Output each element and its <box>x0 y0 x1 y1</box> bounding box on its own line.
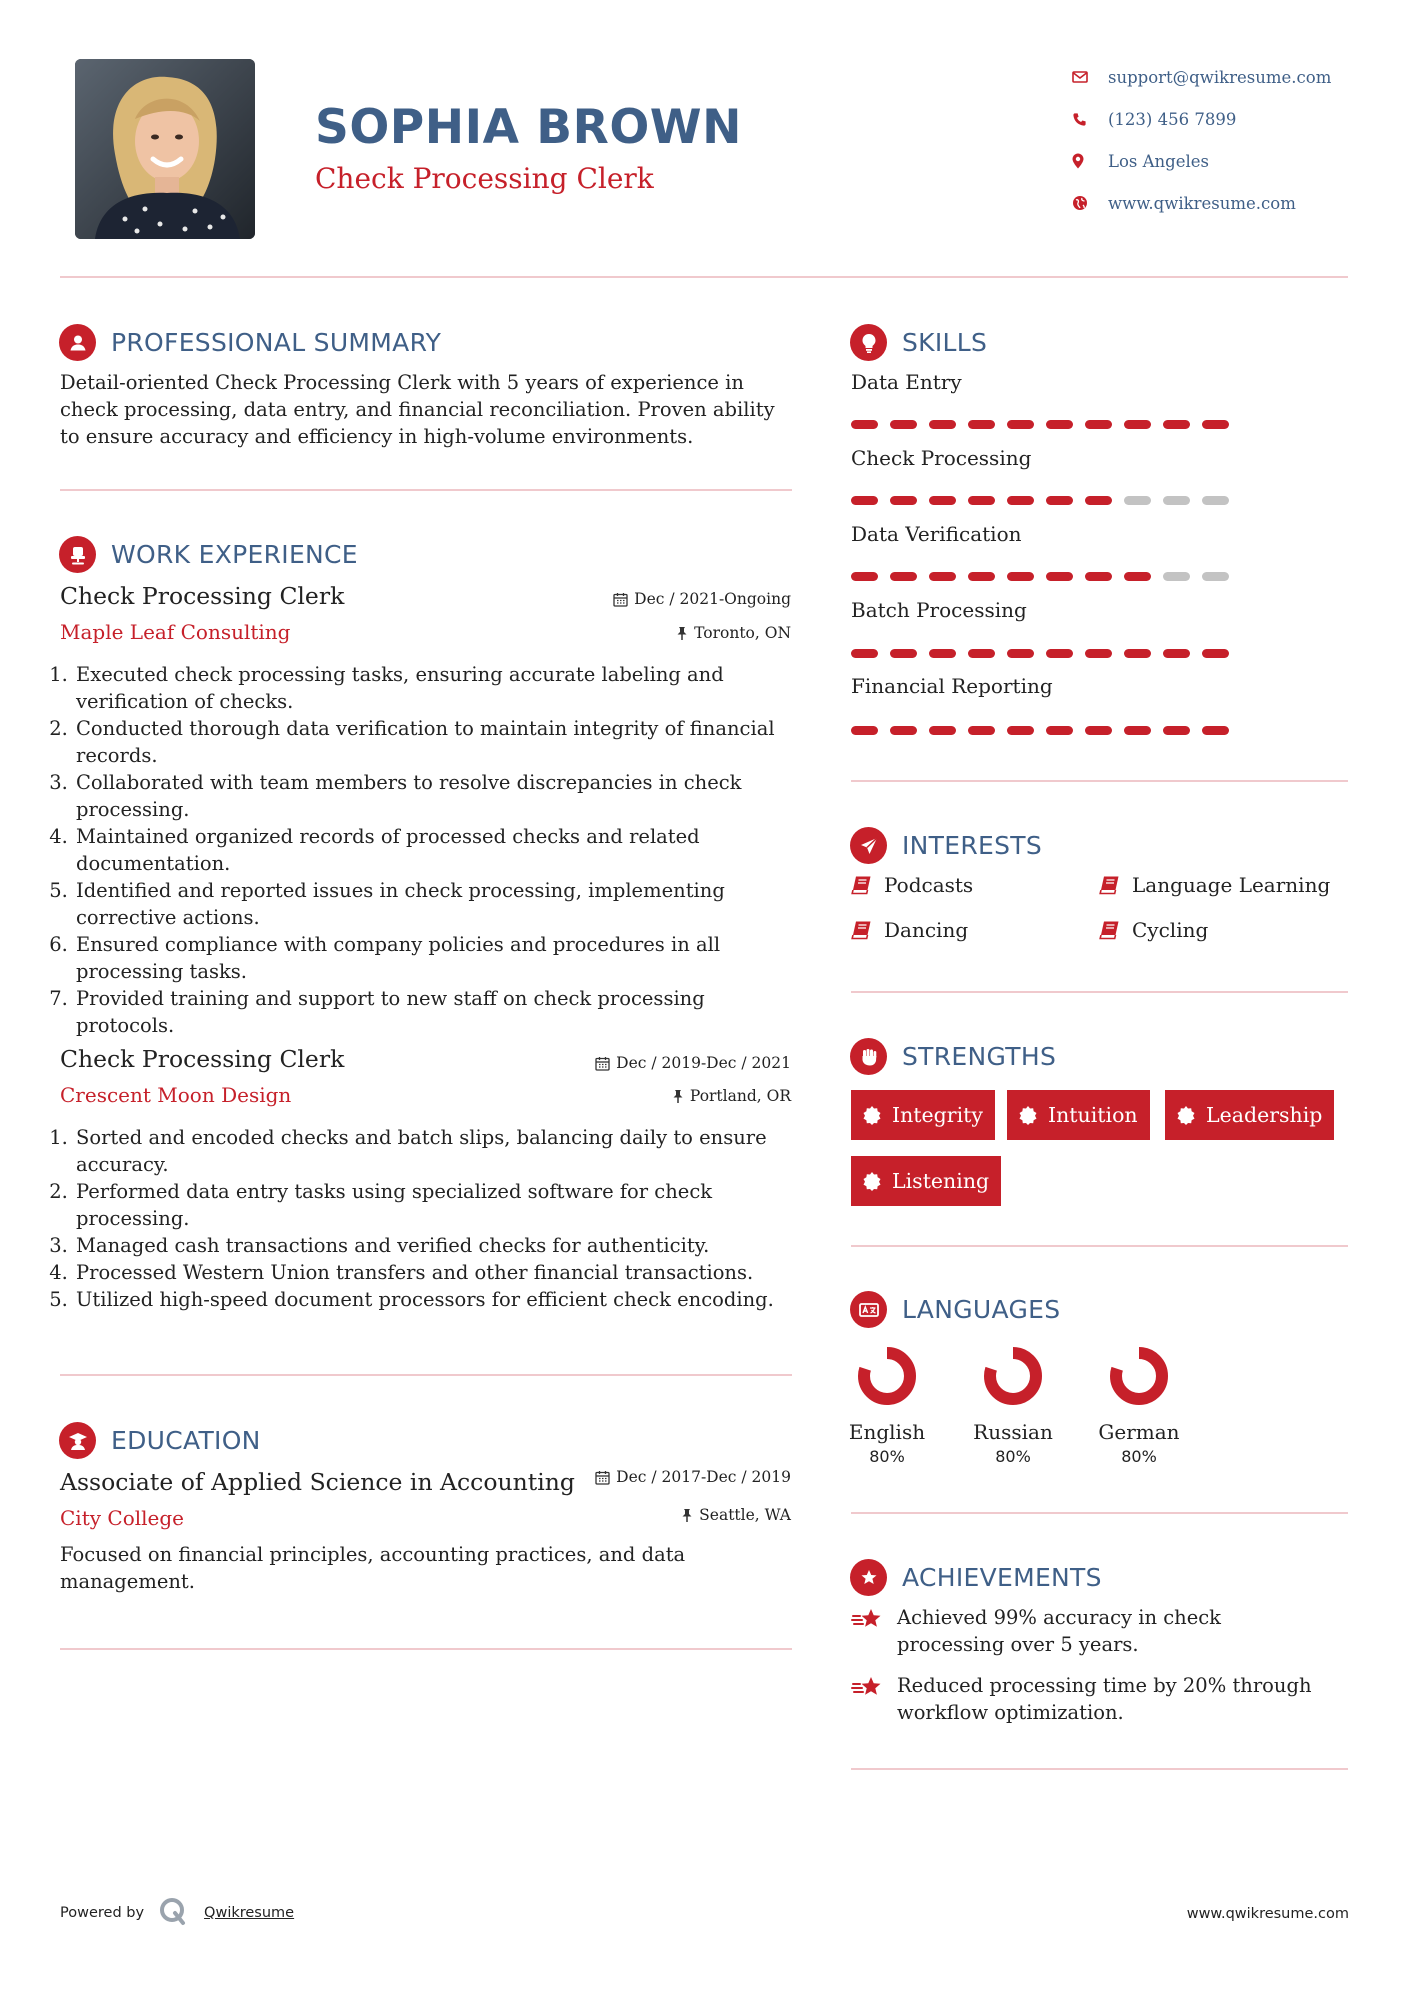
achievement-text: Achieved 99% accuracy in check processing over 5 years. <box>897 1606 1221 1656</box>
language-item <box>1084 1344 1194 1466</box>
skill-dash <box>1124 420 1151 429</box>
skill-dash <box>890 726 917 735</box>
skill-dash <box>1007 649 1034 658</box>
skill-dash <box>851 572 878 581</box>
strengths-heading <box>850 1038 1056 1075</box>
skill-dash <box>929 726 956 735</box>
strength-badge <box>1007 1090 1150 1140</box>
skill-dash <box>1163 726 1190 735</box>
contact-website-text: www.qwikresume.com <box>1108 193 1296 213</box>
skill-dash <box>1007 572 1034 581</box>
user-icon <box>59 324 96 361</box>
graduate-icon <box>59 1422 96 1459</box>
paper-plane-icon <box>850 827 887 864</box>
badge-star-icon <box>862 1105 882 1125</box>
language-item <box>958 1344 1068 1466</box>
skill-dash <box>890 420 917 429</box>
strengths-title: STRENGTHS <box>902 1042 1057 1071</box>
list-item: 2. Performed data entry tasks using specialized software for check processing. <box>74 1178 801 1232</box>
skill-dash <box>1085 649 1112 658</box>
contact-location-text: Los Angeles <box>1108 151 1209 171</box>
globe-icon <box>1072 195 1108 211</box>
strength-badge <box>851 1090 995 1140</box>
skills-title: SKILLS <box>902 328 988 357</box>
skill-dash <box>851 726 878 735</box>
skill-dash <box>1163 649 1190 658</box>
interest-label: Dancing <box>884 918 969 942</box>
language-ring <box>855 1344 919 1408</box>
book-icon <box>851 920 872 940</box>
skill-dash <box>1085 420 1112 429</box>
list-item: 1. Executed check processing tasks, ensuring accurate labeling and verification of checks. <box>74 661 801 715</box>
experience-divider <box>60 1374 792 1376</box>
contact-email[interactable] <box>1072 56 1372 98</box>
skill-dash <box>1007 420 1034 429</box>
list-item: 6. Ensured compliance with company policies and procedures in all processing tasks. <box>74 931 801 985</box>
phone-icon <box>1072 112 1108 127</box>
office-chair-icon <box>59 536 96 573</box>
language-ring-arc <box>990 1353 1036 1399</box>
skill-dash <box>890 496 917 505</box>
badge-star-icon <box>1018 1105 1038 1125</box>
education-heading <box>59 1422 261 1459</box>
list-item: 1. Sorted and encoded checks and batch slips, balancing daily to ensure accuracy. <box>74 1124 801 1178</box>
contact-phone[interactable] <box>1072 98 1372 140</box>
summary-title: PROFESSIONAL SUMMARY <box>111 328 442 357</box>
skill-dash <box>1085 726 1112 735</box>
qwikresume-logo-icon <box>158 1896 188 1930</box>
book-icon <box>1099 920 1120 940</box>
education-title: EDUCATION <box>111 1426 261 1455</box>
lightbulb-icon <box>850 324 887 361</box>
skill-3-bar <box>851 572 1229 581</box>
skill-dash <box>968 496 995 505</box>
skill-dash <box>1202 649 1229 658</box>
language-name: Russian <box>973 1420 1053 1444</box>
skill-dash <box>968 649 995 658</box>
skill-dash <box>1007 496 1034 505</box>
skill-4-bar <box>851 649 1229 658</box>
fist-icon <box>850 1038 887 1075</box>
contact-email-text: support@qwikresume.com <box>1108 67 1332 87</box>
skill-dash <box>929 572 956 581</box>
skill-dash <box>1163 496 1190 505</box>
list-item: 7. Provided training and support to new staff on check processing protocols. <box>74 985 801 1039</box>
languages-heading <box>850 1291 1060 1328</box>
education-school: City College <box>60 1506 185 1530</box>
job-1-title: Check Processing Clerk <box>60 582 345 610</box>
summary-heading <box>59 324 441 361</box>
skill-dash <box>1124 572 1151 581</box>
job-1-company: Maple Leaf Consulting <box>60 620 291 644</box>
job-1-location <box>500 624 791 642</box>
achievements-divider <box>851 1768 1348 1770</box>
skill-3-name: Data Verification <box>851 522 1022 546</box>
skill-dash <box>1046 726 1073 735</box>
book-icon <box>1099 875 1120 895</box>
skill-dash <box>968 572 995 581</box>
skill-dash <box>1046 496 1073 505</box>
skill-dash <box>1046 420 1073 429</box>
skill-dash <box>1007 726 1034 735</box>
skill-1-name: Data Entry <box>851 370 962 394</box>
skill-dash <box>929 496 956 505</box>
interest-item <box>1099 918 1208 942</box>
skill-4-name: Batch Processing <box>851 598 1027 622</box>
education-dates-text: Dec / 2017-Dec / 2019 <box>616 1468 791 1486</box>
candidate-role: Check Processing Clerk <box>315 162 654 195</box>
skill-dash <box>1124 649 1151 658</box>
summary-text: Detail-oriented Check Processing Clerk with 5 years of experience in check processing, data entry, and financial reconciliation. Proven ability to ensure accuracy and efficiency in high-volume environments. <box>60 371 775 448</box>
skill-dash <box>1085 572 1112 581</box>
skill-dash <box>851 420 878 429</box>
skill-dash <box>1124 726 1151 735</box>
language-ring <box>1107 1344 1171 1408</box>
skill-dash <box>890 649 917 658</box>
achievement-text: Reduced processing time by 20% through workflow optimization. <box>897 1674 1312 1724</box>
education-divider <box>60 1648 792 1650</box>
strength-label: Intuition <box>1048 1103 1138 1127</box>
skill-dash <box>1163 420 1190 429</box>
skill-2-name: Check Processing <box>851 446 1032 470</box>
job-2-location <box>500 1087 791 1105</box>
contact-phone-text: (123) 456 7899 <box>1108 109 1237 129</box>
footer-powered-by <box>60 1896 294 1930</box>
skill-dash <box>1046 572 1073 581</box>
skills-divider <box>851 780 1348 782</box>
strength-label: Integrity <box>892 1103 983 1127</box>
map-pin-icon <box>1072 153 1108 169</box>
experience-title: WORK EXPERIENCE <box>111 540 358 569</box>
list-item: 5. Identified and reported issues in check processing, implementing corrective actions. <box>74 877 801 931</box>
book-icon <box>851 875 872 895</box>
calendar-icon <box>613 592 628 607</box>
strengths-divider <box>851 1245 1348 1247</box>
skill-dash <box>1085 496 1112 505</box>
achievement-item <box>851 1672 1327 1726</box>
strength-label: Listening <box>892 1169 990 1193</box>
achievements-title: ACHIEVEMENTS <box>902 1563 1102 1592</box>
candidate-name: SOPHIA BROWN <box>315 100 742 155</box>
shooting-star-icon <box>851 1674 885 1702</box>
job-2-title: Check Processing Clerk <box>60 1045 345 1073</box>
achievement-item <box>851 1604 1327 1658</box>
language-percent: 80% <box>995 1447 1031 1466</box>
translate-icon <box>850 1291 887 1328</box>
interest-label: Cycling <box>1132 918 1209 942</box>
skill-dash <box>929 649 956 658</box>
language-item <box>832 1344 942 1466</box>
education-degree: Associate of Applied Science in Accounting <box>60 1468 575 1496</box>
skills-heading <box>850 324 987 361</box>
skill-dash <box>968 726 995 735</box>
list-item: 4. Processed Western Union transfers and other financial transactions. <box>74 1259 801 1286</box>
interest-item <box>851 918 968 942</box>
pushpin-icon <box>672 1089 684 1104</box>
mail-icon <box>1072 70 1108 84</box>
language-percent: 80% <box>1121 1447 1157 1466</box>
pushpin-icon <box>676 626 688 641</box>
achievements-heading <box>850 1559 1102 1596</box>
language-ring-arc <box>864 1353 910 1399</box>
job-1-duties <box>56 661 801 1039</box>
experience-heading <box>59 536 358 573</box>
footer-website[interactable]: www.qwikresume.com <box>1186 1906 1349 1922</box>
skill-dash <box>1202 420 1229 429</box>
skill-dash <box>1202 726 1229 735</box>
skill-dash <box>851 496 878 505</box>
job-1-location-text: Toronto, ON <box>694 624 791 642</box>
list-item: 4. Maintained organized records of processed checks and related documentation. <box>74 823 801 877</box>
languages-title: LANGUAGES <box>902 1295 1061 1324</box>
interest-label: Podcasts <box>884 873 974 897</box>
skill-5-bar <box>851 726 1229 735</box>
skill-dash <box>1046 649 1073 658</box>
job-2-company: Crescent Moon Design <box>60 1083 292 1107</box>
job-2-duties <box>56 1124 801 1313</box>
strength-label: Leadership <box>1206 1103 1323 1127</box>
skill-dash <box>890 572 917 581</box>
list-item: 3. Managed cash transactions and verified checks for authenticity. <box>74 1232 801 1259</box>
skill-2-bar <box>851 496 1229 505</box>
interests-divider <box>851 991 1348 993</box>
contact-website[interactable] <box>1072 182 1372 224</box>
contact-location <box>1072 140 1372 182</box>
language-name: English <box>848 1420 926 1444</box>
language-ring <box>981 1344 1045 1408</box>
interest-item <box>1099 873 1330 897</box>
strength-badge <box>1165 1090 1334 1140</box>
job-2-location-text: Portland, OR <box>689 1087 791 1105</box>
calendar-icon <box>595 1470 610 1485</box>
job-2-dates-text: Dec / 2019-Dec / 2021 <box>616 1054 791 1072</box>
interests-title: INTERESTS <box>902 831 1043 860</box>
contact-list <box>1072 56 1372 224</box>
list-item: 3. Collaborated with team members to resolve discrepancies in check processing. <box>74 769 801 823</box>
language-name: German <box>1098 1420 1180 1444</box>
header-divider <box>60 276 1348 278</box>
job-2-dates <box>500 1054 791 1072</box>
job-1-dates-text: Dec / 2021-Ongoing <box>634 590 791 608</box>
portrait-image <box>75 59 255 239</box>
interests-heading <box>850 827 1042 864</box>
calendar-icon <box>595 1056 610 1071</box>
pushpin-icon <box>681 1508 693 1523</box>
skill-dash <box>1202 572 1229 581</box>
badge-star-icon <box>862 1171 882 1191</box>
profile-photo <box>75 59 255 239</box>
skill-5-name: Financial Reporting <box>851 674 1053 698</box>
strength-badge <box>851 1156 1001 1206</box>
summary-divider <box>60 489 792 491</box>
list-item: 2. Conducted thorough data verification to maintain integrity of financial records. <box>74 715 801 769</box>
badge-star-icon <box>1176 1105 1196 1125</box>
award-icon <box>850 1559 887 1596</box>
shooting-star-icon <box>851 1606 885 1634</box>
skill-dash <box>1202 496 1229 505</box>
language-percent: 80% <box>869 1447 905 1466</box>
qwikresume-link[interactable]: Qwikresume <box>204 1905 295 1921</box>
list-item: 5. Utilized high-speed document processors for efficient check encoding. <box>74 1286 801 1313</box>
skill-dash <box>851 649 878 658</box>
education-description: Focused on financial principles, accounting practices, and data management. <box>60 1543 686 1593</box>
interest-item <box>851 873 973 897</box>
education-location-text: Seattle, WA <box>699 1506 791 1524</box>
skill-dash <box>1163 572 1190 581</box>
education-dates <box>500 1468 791 1486</box>
skill-dash <box>929 420 956 429</box>
skill-1-bar <box>851 420 1229 429</box>
job-1-dates <box>500 590 791 608</box>
skill-dash <box>1124 496 1151 505</box>
skill-dash <box>968 420 995 429</box>
language-ring-arc <box>1116 1353 1162 1399</box>
languages-divider <box>851 1512 1348 1514</box>
interest-label: Language Learning <box>1132 873 1331 897</box>
education-location <box>500 1506 791 1524</box>
powered-by-label: Powered by <box>60 1905 145 1921</box>
